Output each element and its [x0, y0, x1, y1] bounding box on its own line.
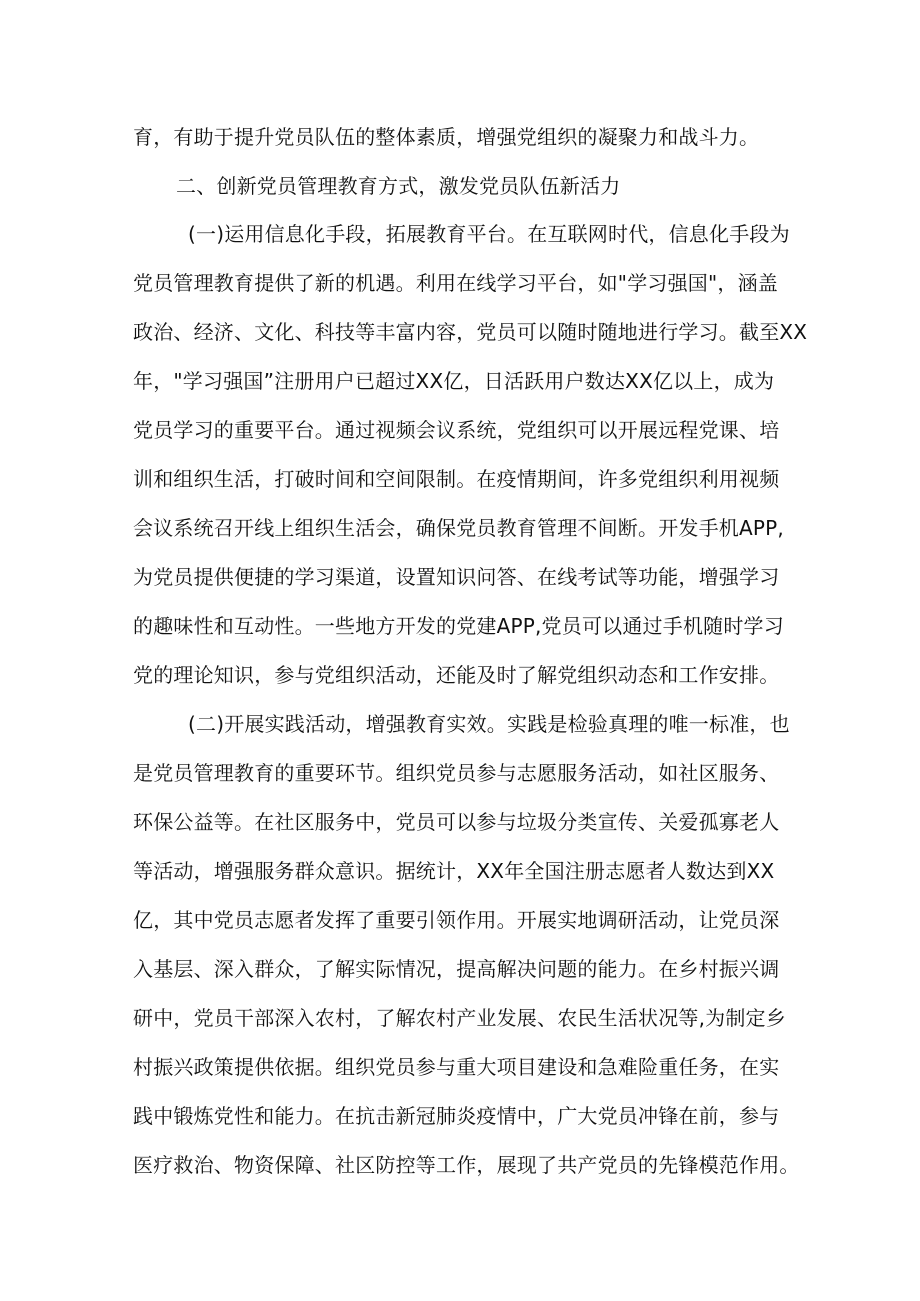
paragraph-2-line-9: 践中锻炼党性和能力。在抗击新冠肺炎疫情中，广大党员冲锋在前，参与: [133, 1104, 780, 1128]
paragraph-1-line-9: 的趣味性和互动性。一些地方开发的党建APP,党员可以通过手机随时学习: [133, 614, 784, 638]
paragraph-2-line-2: 是党员管理教育的重要环节。组织党员参与志愿服务活动，如社区服务、: [133, 761, 780, 785]
paragraph-2-line-6: 入基层、深入群众，了解实际情况，提高解决问题的能力。在乡村振兴调: [133, 957, 780, 981]
paragraph-1-line-8: 为党员提供便捷的学习渠道，设置知识问答、在线考试等功能，增强学习: [133, 565, 780, 589]
paragraph-1-line-7: 会议系统召开线上组织生活会，确保党员教育管理不间断。开发手机APP,: [133, 516, 784, 540]
paragraph-2-line-3: 环保公益等。在社区服务中，党员可以参与垃圾分类宣传、关爱孤寡老人: [133, 810, 780, 834]
paragraph-2-line-5: 亿，其中党员志愿者发挥了重要引领作用。开展实地调研活动，让党员深: [133, 908, 780, 932]
paragraph-1-line-3: 政治、经济、文化、科技等丰富内容，党员可以随时随地进行学习。截至XX: [133, 320, 808, 344]
text-line-1: 育，有助于提升党员队伍的整体素质，增强党组织的凝聚力和战斗力。: [133, 125, 760, 149]
paragraph-1-line-4: 年，"学习强国”注册用户已超过XX亿，日活跃用户数达XX亿以上，成为: [133, 369, 775, 393]
paragraph-1-line-10: 党的理论知识，参与党组织活动，还能及时了解党组织动态和工作安排。: [133, 663, 780, 687]
paragraph-2-line-1: (二)开展实践活动，增强教育实效。实践是检验真理的唯一标准，也: [188, 712, 790, 736]
paragraph-2-line-10: 医疗救治、物资保障、社区防控等工作，展现了共产党员的先锋模范作用。: [133, 1153, 800, 1177]
paragraph-2-line-4: 等活动，增强服务群众意识。据统计，XX年全国注册志愿者人数达到XX: [133, 859, 775, 883]
paragraph-2-line-8: 村振兴政策提供依据。组织党员参与重大项目建设和急难险重任务，在实: [133, 1055, 780, 1079]
paragraph-1-line-5: 党员学习的重要平台。通过视频会议系统，党组织可以开展远程党课、培: [133, 418, 780, 442]
paragraph-2-line-7: 研中，党员干部深入农村，了解农村产业发展、农民生活状况等,为制定乡: [133, 1006, 786, 1030]
paragraph-1-line-2: 党员管理教育提供了新的机遇。利用在线学习平台，如"学习强国"，涵盖: [133, 271, 778, 295]
section-heading-2: 二、创新党员管理教育方式，激发党员队伍新活力: [176, 174, 621, 198]
paragraph-1-line-6: 训和组织生活，打破时间和空间限制。在疫情期间，许多党组织利用视频: [133, 467, 780, 491]
paragraph-1-line-1: (一)运用信息化手段，拓展教育平台。在互联网时代，信息化手段为: [188, 222, 790, 246]
